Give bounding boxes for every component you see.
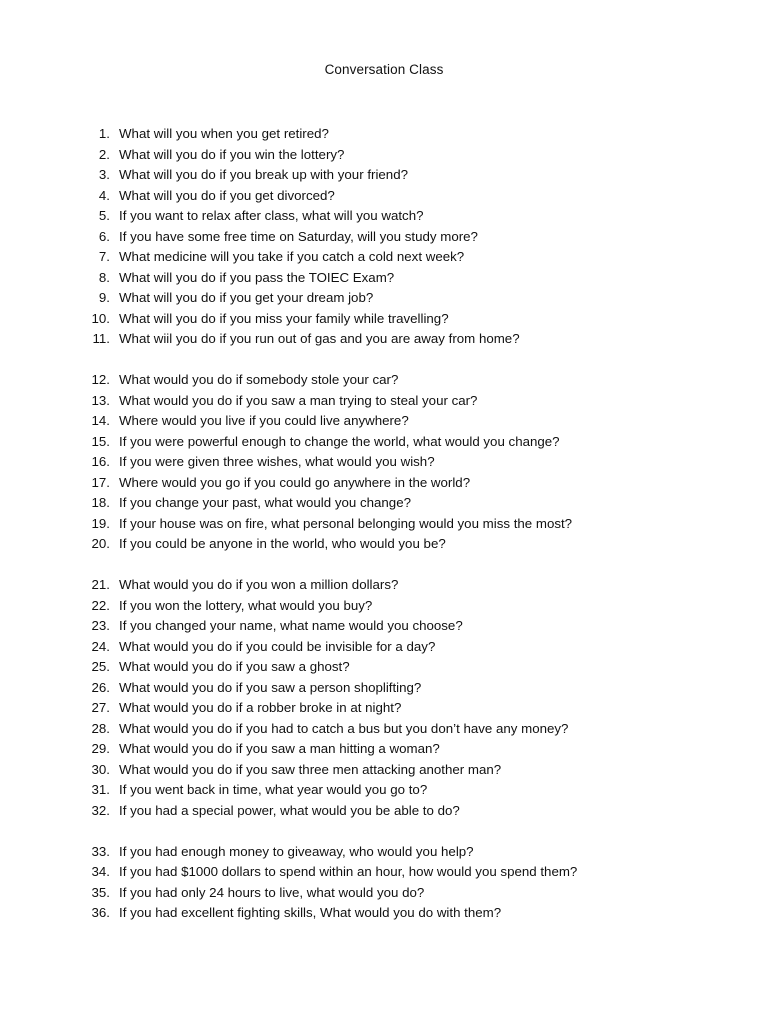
question-number: 35.: [91, 884, 110, 900]
question-item: [86, 883, 706, 904]
question-item: [86, 862, 706, 883]
question-text: If you won the lottery, what would you buy?: [119, 597, 373, 613]
question-number: 17.: [91, 474, 110, 490]
question-item: [86, 575, 706, 596]
question-item: [86, 637, 706, 658]
question-item: [86, 165, 706, 186]
question-group: [86, 124, 706, 350]
question-text: Where would you go if you could go anywhere in the world?: [119, 474, 471, 490]
question-text: If you had a special power, what would you be able to do?: [119, 802, 460, 818]
question-item: [86, 719, 706, 740]
question-item: [86, 780, 706, 801]
question-number: 32.: [91, 802, 110, 818]
question-list: [86, 124, 706, 944]
question-number: 9.: [98, 290, 110, 305]
question-text: What will you do if you get your dream job?: [119, 290, 374, 305]
question-text: What would you do if somebody stole your car?: [119, 372, 399, 387]
question-item: [86, 268, 706, 289]
question-number: 1.: [98, 126, 110, 141]
question-text: What would you do if you won a million dollars?: [119, 577, 399, 592]
question-text: What medicine will you take if you catch a cold next week?: [119, 249, 465, 264]
question-number: 14.: [91, 413, 110, 428]
question-text: What would you do if you saw a ghost?: [119, 659, 350, 674]
question-text: If you change your past, what would you change?: [119, 495, 411, 510]
question-number: 26.: [91, 679, 110, 695]
question-item: [86, 370, 706, 391]
question-text: What will you do if you win the lottery?: [119, 146, 345, 162]
question-number: 8.: [98, 269, 110, 285]
question-number: 11.: [92, 331, 110, 346]
question-number: 33.: [91, 843, 110, 859]
question-item: [86, 309, 706, 330]
question-text: If you had only 24 hours to live, what would you do?: [119, 884, 425, 900]
question-number: 20.: [91, 536, 110, 551]
question-number: 24.: [91, 638, 110, 654]
question-item: [86, 432, 706, 453]
question-number: 23.: [91, 618, 110, 633]
question-text: What will you when you get retired?: [119, 126, 329, 141]
question-item: [86, 493, 706, 514]
question-text: If you could be anyone in the world, who would you be?: [119, 536, 446, 551]
question-text: What would you do if you saw a man trying to steal your car?: [119, 392, 478, 408]
question-item: [86, 657, 706, 678]
question-item: [86, 903, 706, 924]
question-group: [86, 575, 706, 821]
question-number: 4.: [98, 187, 110, 203]
question-text: What would you do if you had to catch a bus but you don’t have any money?: [119, 720, 569, 736]
question-item: [86, 760, 706, 781]
question-text: What would you do if a robber broke in at night?: [119, 700, 402, 715]
question-number: 2.: [98, 146, 110, 162]
question-item: [86, 842, 706, 863]
question-text: What will you do if you get divorced?: [119, 187, 335, 203]
question-item: [86, 247, 706, 268]
question-number: 28.: [91, 720, 110, 736]
question-item: [86, 411, 706, 432]
question-text: What wiil you do if you run out of gas and you are away from home?: [119, 331, 520, 346]
question-item: [86, 206, 706, 227]
question-text: What would you do if you saw three men attacking another man?: [119, 761, 502, 777]
question-number: 25.: [91, 659, 110, 674]
question-number: 29.: [91, 741, 110, 756]
question-text: If you changed your name, what name would you choose?: [119, 618, 463, 633]
question-number: 31.: [91, 782, 110, 797]
question-text: What will you do if you pass the TOIEC Exam?: [119, 269, 395, 285]
question-number: 3.: [98, 167, 110, 182]
question-text: Where would you live if you could live anywhere?: [119, 413, 409, 428]
question-number: 10.: [91, 310, 110, 326]
question-item: [86, 616, 706, 637]
question-number: 36.: [91, 905, 110, 920]
question-text: What would you do if you saw a person shoplifting?: [119, 679, 422, 695]
question-number: 5.: [98, 208, 110, 223]
question-text: What will you do if you break up with your friend?: [119, 167, 408, 182]
question-text: If you had enough money to giveaway, who would you help?: [119, 843, 474, 859]
question-number: 21.: [91, 577, 110, 592]
question-item: [86, 739, 706, 760]
question-text: If you had excellent fighting skills, What would you do with them?: [119, 905, 502, 920]
question-text: What will you do if you miss your family while travelling?: [119, 310, 449, 326]
question-item: [86, 514, 706, 535]
question-text: If your house was on fire, what personal belonging would you miss the most?: [119, 515, 573, 531]
question-group: [86, 842, 706, 924]
question-text: What would you do if you saw a man hitting a woman?: [119, 741, 440, 756]
question-item: [86, 473, 706, 494]
question-item: [86, 329, 706, 350]
question-number: 12.: [91, 372, 110, 387]
question-item: [86, 534, 706, 555]
question-item: [86, 452, 706, 473]
question-text: If you want to relax after class, what will you watch?: [119, 208, 424, 223]
question-item: [86, 124, 706, 145]
question-number: 16.: [91, 454, 110, 469]
question-number: 27.: [91, 700, 110, 715]
question-number: 15.: [91, 433, 110, 449]
question-item: [86, 678, 706, 699]
question-text: If you were powerful enough to change the world, what would you change?: [119, 433, 560, 449]
question-item: [86, 391, 706, 412]
question-item: [86, 288, 706, 309]
question-number: 30.: [91, 761, 110, 777]
question-text: What would you do if you could be invisible for a day?: [119, 638, 436, 654]
question-number: 19.: [91, 515, 110, 531]
page-title: Conversation Class: [324, 62, 444, 77]
question-group: [86, 370, 706, 555]
question-item: [86, 596, 706, 617]
question-text: If you have some free time on Saturday, will you study more?: [119, 228, 478, 244]
question-number: 7.: [98, 249, 110, 264]
question-number: 13.: [91, 392, 110, 408]
question-text: If you had $1000 dollars to spend within an hour, how would you spend them?: [119, 864, 578, 879]
question-number: 18.: [91, 495, 110, 510]
question-number: 6.: [98, 228, 110, 244]
question-number: 22.: [91, 597, 110, 613]
question-item: [86, 227, 706, 248]
question-item: [86, 145, 706, 166]
question-item: [86, 186, 706, 207]
question-text: If you went back in time, what year would you go to?: [119, 782, 428, 797]
question-text: If you were given three wishes, what would you wish?: [119, 454, 435, 469]
question-number: 34.: [91, 864, 110, 879]
question-item: [86, 801, 706, 822]
question-item: [86, 698, 706, 719]
